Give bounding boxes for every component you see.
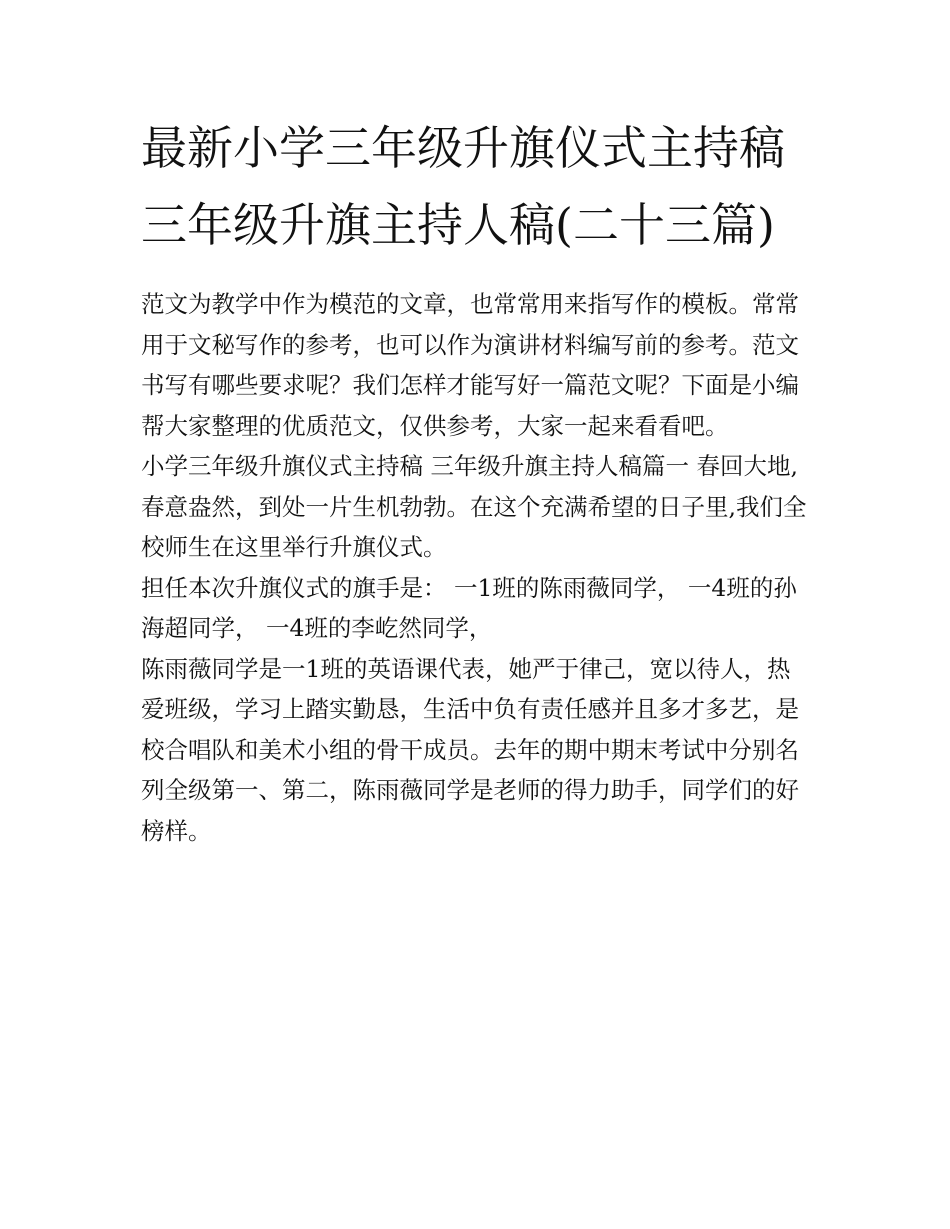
paragraph-intro: 范文为教学中作为模范的文章，也常常用来指写作的模板。常常用于文秘写作的参考，也可以作为演讲材料编写前的参考。范文书写有哪些要求呢？我们怎样才能写好一篇范文呢？下面是小编帮大家整理的优质范文，仅供参考，大家一起来看看吧。 [141, 290, 799, 440]
paragraph-flag-bearers: 担任本次升旗仪式的旗手是： 一1班的陈雨薇同学， 一4班的孙海超同学， 一4班的李屹然同学， [141, 573, 797, 642]
document-title: 最新小学三年级升旗仪式主持稿 三年级升旗主持人稿(二十三篇) [141, 121, 785, 252]
paragraph-student-intro: 陈雨薇同学是一1班的英语课代表，她严于律己，宽以待人，热爱班级，学习上踏实勤恳，生活中负有责任感并且多才多艺，是校合唱队和美术小组的骨干成员。去年的期中期末考试中分别名列全级第一、第二，陈雨薇同学是老师的得力助手，同学们的好榜样。 [141, 654, 799, 845]
paragraph-opening: 小学三年级升旗仪式主持稿 三年级升旗主持人稿篇一 春回大地,春意盎然，到处一片生机勃勃。在这个充满希望的日子里,我们全校师生在这里举行升旗仪式。 [141, 452, 807, 561]
document-page [141, 110, 813, 851]
